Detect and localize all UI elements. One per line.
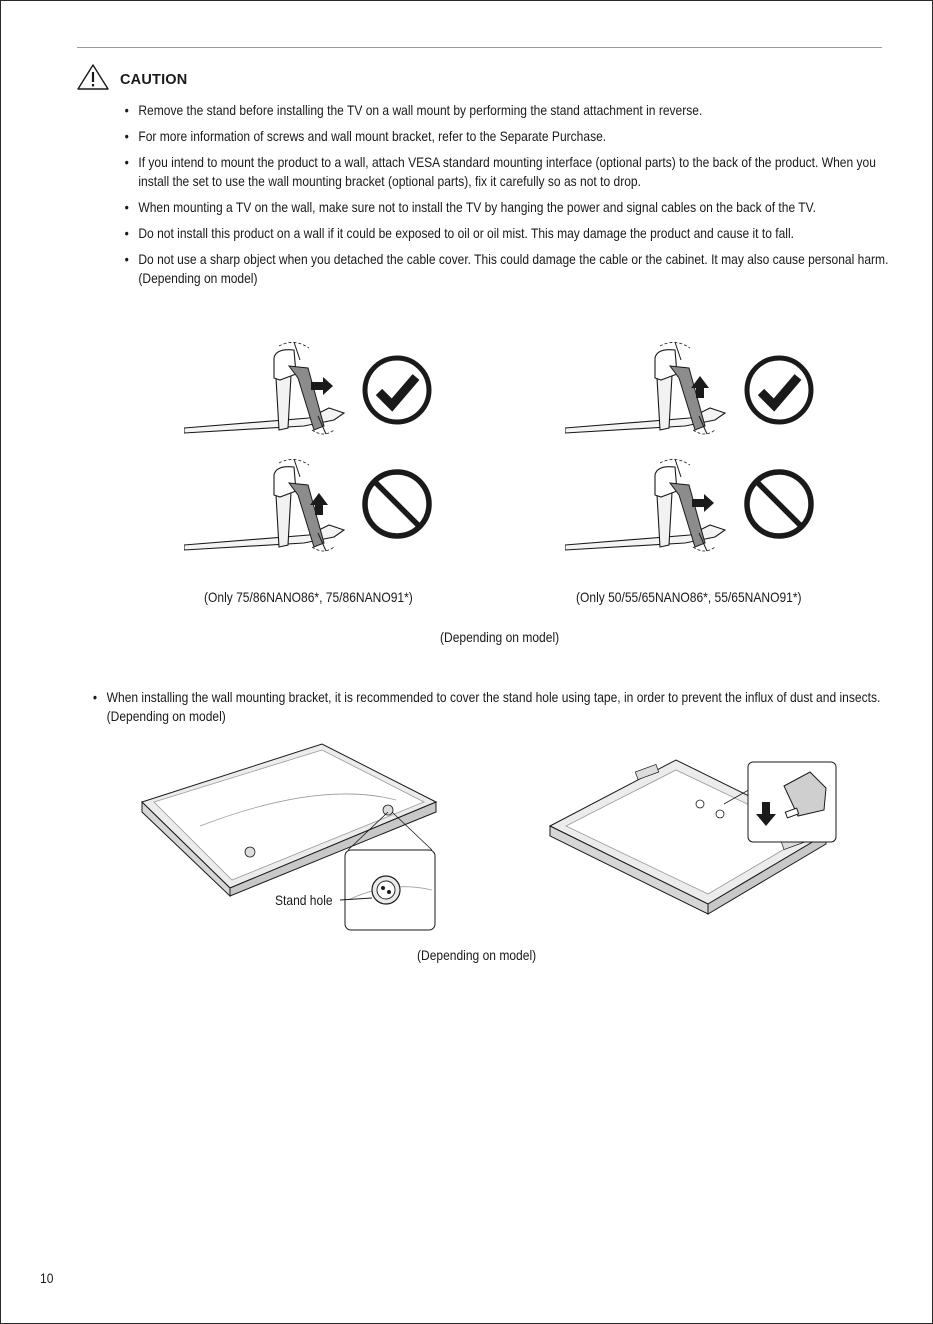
- tv-back-taping-illustration: [548, 758, 840, 923]
- stand-illustration-left-no: [184, 455, 364, 560]
- prohibited-icon: [361, 468, 433, 540]
- check-ok-icon: [361, 354, 433, 426]
- stand-illustration-left-ok: [184, 338, 364, 443]
- right-model-caption: (Only 50/55/65NANO86*, 55/65NANO91*): [576, 589, 802, 605]
- caution-item: • For more information of screws and wall mount bracket, refer to the Separate Purchase.: [116, 127, 897, 146]
- stand-hole-note: • When installing the wall mounting bracket, it is recommended to cover the stand hole using tape, in order to prevent the influx of dust and insects. (Depending on model): [86, 688, 881, 726]
- stand-illustration-right-no: [565, 455, 745, 560]
- depending-caption: (Depending on model): [440, 629, 560, 645]
- caution-title: CAUTION: [120, 72, 188, 88]
- header-rule: [77, 47, 882, 48]
- prohibited-icon: [743, 468, 815, 540]
- check-ok-icon: [743, 354, 815, 426]
- stand-hole-label: Stand hole: [275, 892, 333, 908]
- caution-list: [116, 101, 889, 295]
- caution-item: • Do not install this product on a wall if it could be exposed to oil or oil mist. This may damage the product and cause it to fall.: [116, 224, 897, 243]
- caution-heading: [76, 62, 187, 92]
- caution-item: • Remove the stand before installing the TV on a wall mount by performing the stand attachment in reverse.: [116, 101, 897, 120]
- caution-item: • If you intend to mount the product to a wall, attach VESA standard mounting interface (optional parts) to the back of the product. When you install the set to use the wall mounting bracket (optional parts), fix it carefully so as not to drop.: [116, 153, 897, 191]
- caution-item: • When mounting a TV on the wall, make sure not to install the TV by hanging the power and signal cables on the back of the TV.: [116, 198, 897, 217]
- stand-illustration-right-ok: [565, 338, 745, 443]
- depending-caption: (Depending on model): [417, 947, 537, 963]
- caution-item: • Do not use a sharp object when you detached the cable cover. This could damage the cable or the cabinet. It may also cause personal harm. (Depending on model): [116, 250, 897, 288]
- left-model-caption: (Only 75/86NANO86*, 75/86NANO91*): [204, 589, 413, 605]
- warning-triangle-icon: [76, 63, 110, 91]
- page-number: 10: [40, 1270, 54, 1286]
